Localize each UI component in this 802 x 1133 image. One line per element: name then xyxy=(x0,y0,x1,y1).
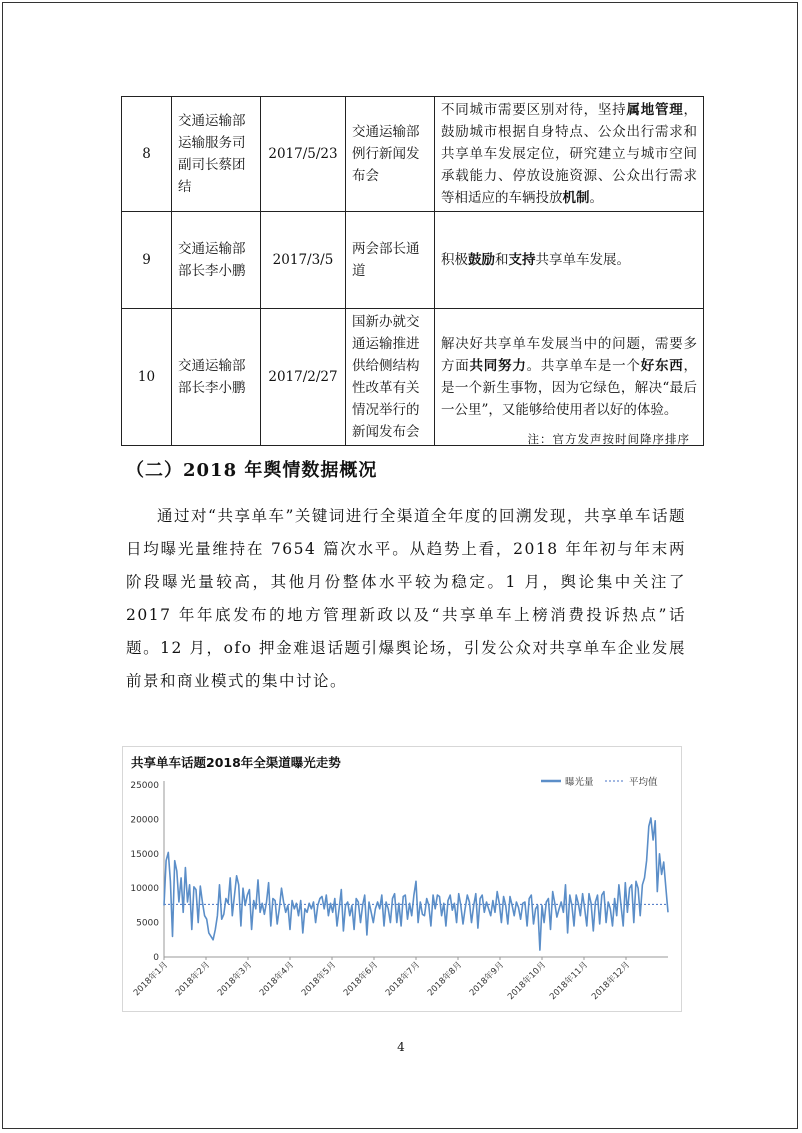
y-tick-label: 20000 xyxy=(130,815,159,826)
x-tick-label: 2018年2月 xyxy=(173,960,213,999)
speaker: 交通运输部运输服务司副司长蔡团结 xyxy=(172,97,261,212)
statement: 积极鼓励和支持共享单车发展。 xyxy=(435,212,704,309)
y-tick-label: 25000 xyxy=(130,781,159,791)
official-statements-table xyxy=(121,96,704,446)
date: 2017/3/5 xyxy=(261,212,346,309)
x-tick-label: 2018年5月 xyxy=(299,960,339,999)
statement: 不同城市需要区别对待，坚持属地管理，鼓励城市根据自身特点、公众出行需求和共享单车发展定位，研究建立与城市空间承载能力、停放设施资源、公众出行需求等相适应的车辆投放机制。 xyxy=(435,97,704,212)
exposure-trend-chart xyxy=(122,746,682,1012)
y-tick-label: 10000 xyxy=(130,884,159,895)
body-paragraph: 通过对“共享单车”关键词进行全渠道全年度的回溯发现，共享单车话题日均曝光量维持在 7654 篇次水平。从趋势上看，2018 年年初与年末两阶段曝光量较高，其他月份整体水平较为稳定。1 月，舆论集中关注了 2017 年年底发布的地方管理新政以及“共享单车上榜消费投诉热点”话题。12 月，ofo 押金难退话题引爆舆论场，引发公众对共享单车企业发展前景和商业模式的集中讨论。 xyxy=(126,507,686,690)
x-tick-label: 2018年3月 xyxy=(215,960,255,999)
x-tick-label: 2018年12月 xyxy=(590,960,633,1003)
exposure-series-line xyxy=(164,818,668,950)
chart-plot xyxy=(123,747,683,1013)
row-number: 9 xyxy=(122,212,172,309)
section-title: （二）2018 年舆情数据概况 xyxy=(126,460,378,481)
y-tick-label: 5000 xyxy=(136,918,159,929)
x-tick-label: 2018年6月 xyxy=(341,960,381,999)
row-number: 8 xyxy=(122,97,172,212)
x-tick-label: 2018年1月 xyxy=(131,960,171,999)
occasion: 国新办就交通运输推进供给侧结构性改革有关情况举行的新闻发布会 xyxy=(346,309,435,446)
x-tick-label: 2018年7月 xyxy=(383,960,423,999)
speaker: 交通运输部部长李小鹏 xyxy=(172,309,261,446)
legend-average-label: 平均值 xyxy=(629,777,658,788)
legend-series-label: 曝光量 xyxy=(565,777,594,788)
occasion: 交通运输部例行新闻发布会 xyxy=(346,97,435,212)
chart-title: 共享单车话题2018年全渠道曝光走势 xyxy=(131,755,341,770)
x-tick-label: 2018年9月 xyxy=(467,960,507,999)
table-row xyxy=(122,97,704,212)
table-row xyxy=(122,309,704,446)
page-number: 4 xyxy=(397,1040,405,1054)
x-tick-label: 2018年4月 xyxy=(257,960,297,999)
x-tick-label: 2018年8月 xyxy=(425,960,465,999)
y-tick-label: 15000 xyxy=(130,849,159,860)
date: 2017/5/23 xyxy=(261,97,346,212)
date: 2017/2/27 xyxy=(261,309,346,446)
occasion: 两会部长通道 xyxy=(346,212,435,309)
statement: 解决好共享单车发展当中的问题，需要多方面共同努力。共享单车是一个好东西，是一个新生事物，因为它绿色，解决“最后一公里”，又能够给使用者以好的体验。 xyxy=(435,309,704,446)
x-tick-label: 2018年11月 xyxy=(548,960,591,1003)
speaker: 交通运输部部长李小鹏 xyxy=(172,212,261,309)
table-row xyxy=(122,212,704,309)
row-number: 10 xyxy=(122,309,172,446)
x-tick-label: 2018年10月 xyxy=(506,960,549,1003)
y-tick-label: 0 xyxy=(153,953,159,963)
table-note: 注：官方发声按时间降序排序 xyxy=(527,432,690,446)
